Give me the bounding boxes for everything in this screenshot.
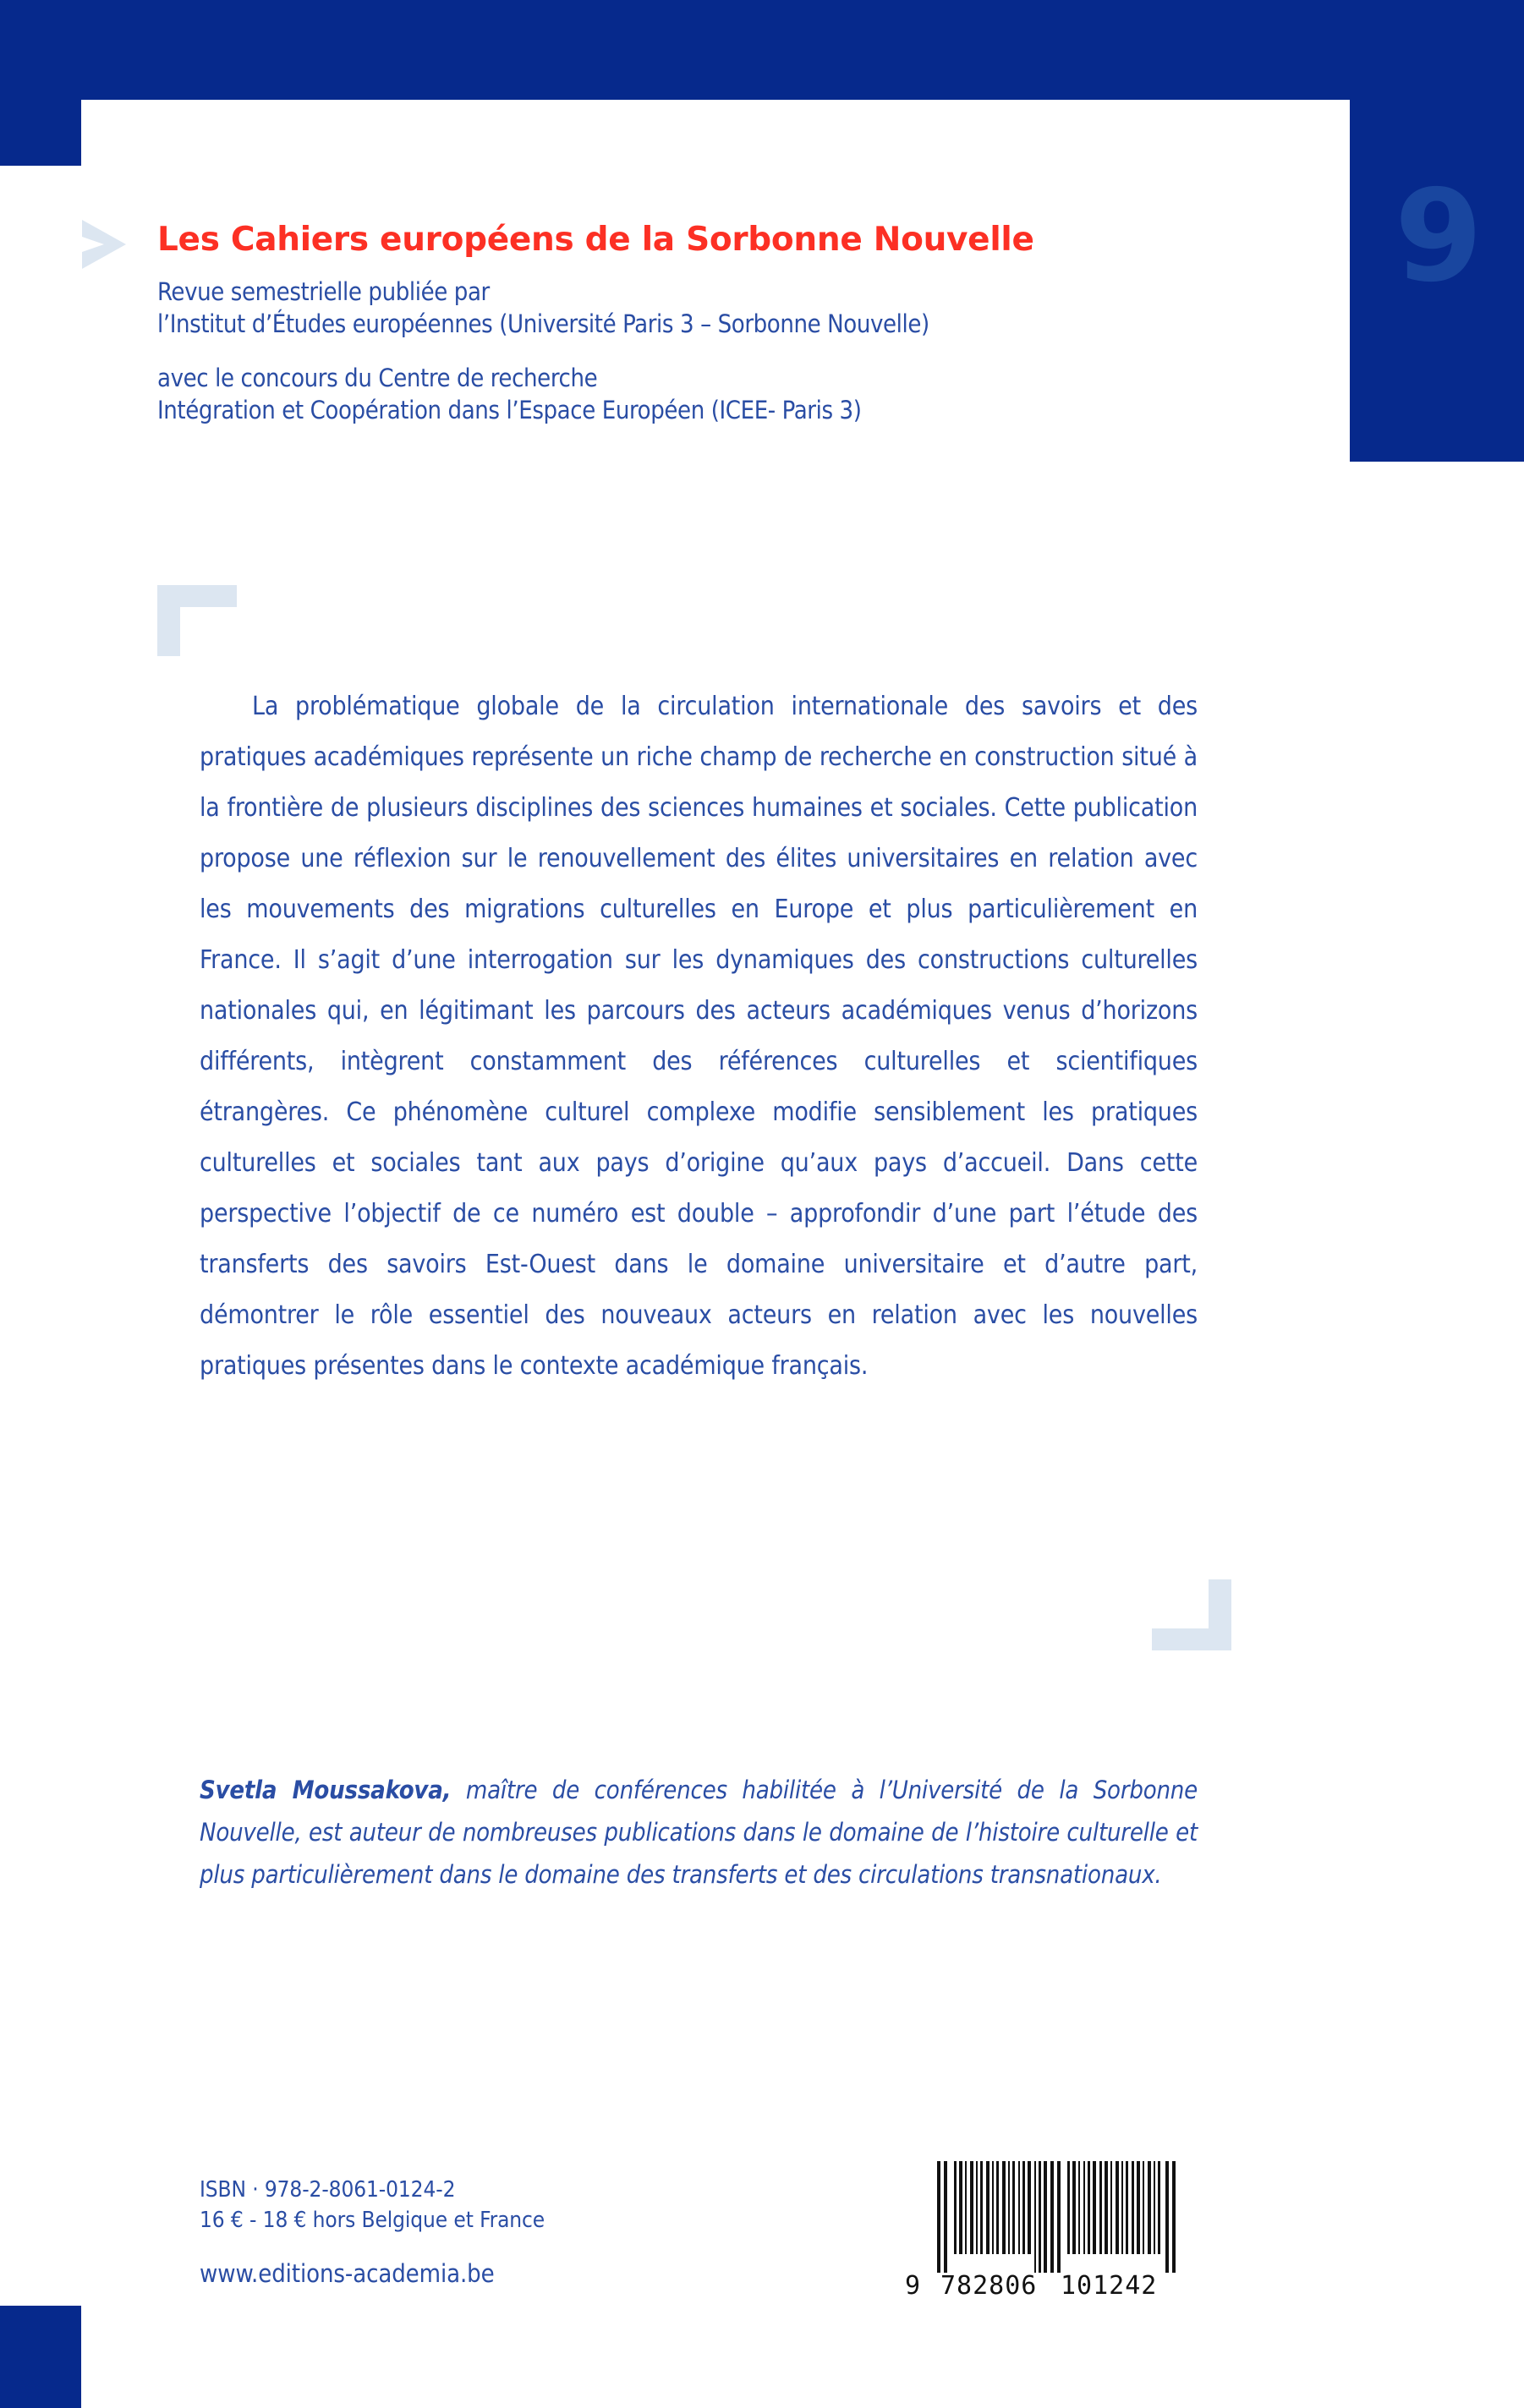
barcode-bar [1022,2161,1025,2254]
barcode-bar [1008,2161,1010,2254]
issue-number: 9 [1394,163,1480,310]
barcode-bar [1121,2161,1123,2254]
barcode-bar [1044,2161,1047,2273]
barcode-bar [986,2161,990,2254]
barcode-bar [1148,2161,1151,2254]
barcode-bar [1116,2161,1119,2254]
barcode-bar [996,2161,999,2254]
barcode-bar [937,2161,940,2273]
barcode-bar [944,2161,947,2273]
bracket-arm-vertical [1209,1579,1231,1650]
top-blue-band [0,0,1524,100]
corner-bracket-top-left-icon [157,585,237,656]
publisher-website: www.editions-academia.be [200,2259,495,2288]
support-line-2: Intégration et Coopération dans l’Espace Européen (ICEE- Paris 3) [157,396,862,424]
bottom-left-blue-square [0,2306,81,2408]
barcode-bar [1039,2161,1041,2273]
page-title: Les Cahiers européens de la Sorbonne Nouvelle [157,221,1034,259]
barcode-bar [1172,2161,1176,2273]
masthead [157,222,1257,426]
barcode-bar [1018,2161,1020,2254]
barcode-bar [1093,2161,1096,2254]
barcode-bar [1002,2161,1006,2254]
barcode-bar [1050,2161,1054,2273]
barcode-bar [1072,2161,1076,2254]
barcode-bar [1057,2161,1061,2273]
barcode-bar [1067,2161,1070,2254]
barcode-group-2: 101242 [1061,2271,1158,2301]
barcode-bar [1137,2161,1140,2254]
publisher-line-1: Revue semestrielle publiée par [157,277,490,306]
author-name: Svetla Moussakova, [200,1776,452,1804]
barcode-bar [1105,2161,1108,2254]
isbn-text: ISBN · 978-2-8061-0124-2 [200,2177,456,2203]
author-description: maître de conférences habilitée à l’Université de la Sorbonne Nouvelle, est auteur de nombreuses publications dans le domaine de l’histoire culturelle et plus particulièrement dans le domaine des transferts et des circulations transnationaux. [200,1776,1198,1889]
barcode-bar [1165,2161,1169,2273]
barcode-digits [905,2269,1184,2303]
barcode-bars [905,2161,1184,2273]
barcode-bar [1158,2161,1160,2254]
barcode-bar [1143,2161,1144,2254]
barcode-bar [980,2161,983,2254]
barcode-bar [1088,2161,1090,2254]
barcode-bar [976,2161,978,2254]
barcode-bar [1028,2161,1031,2254]
chevron-right-icon [80,218,128,271]
blurb-text: La problématique globale de la circulation internationale des savoirs et des pratiques académiques représente un riche champ de recherche en construction situé à la frontière de plusieurs disciplines des sciences humaines et sociales. Cette publication propose une réflexion sur le renouvellement des élites universitaires en relation avec les mouvements des migrations culturelles en Europe et plus particulièrement en France. Il s’agit d’une interrogation sur les dynamiques des constructions culturelles nationales qui, en légitimant les parcours des acteurs académiques venus d’horizons différents, intègrent constamment des références culturelles et scientifiques étrangères. Ce phénomène culturel complexe modifie sensiblement les pratiques culturelles et sociales tant aux pays d’origine qu’aux pays d’accueil. Dans cette perspective l’objectif de ce numéro est double – approfondir d’une part l’étude des transferts des savoirs Est-Ouest dans le domaine universitaire et d’autre part, démontrer le rôle essentiel des nouveaux acteurs en relation avec les nouvelles pratiques présentes dans le contexte académique français. [200,692,1198,1381]
barcode-bar [1078,2161,1080,2254]
barcode-bar [1083,2161,1085,2254]
bracket-arm-vertical [157,585,180,656]
barcode-bar [1154,2161,1155,2254]
barcode-bar [970,2161,973,2254]
barcode-bar [1110,2161,1112,2254]
barcode-bar [1034,2161,1036,2273]
barcode-bar [965,2161,967,2254]
barcode-bar [992,2161,994,2254]
barcode-bar [1126,2161,1128,2254]
barcode-lead-digit: 9 [905,2271,922,2301]
publisher-line-2: l’Institut d’Études européennes (Université Paris 3 – Sorbonne Nouvelle) [157,309,929,338]
support-line-1: avec le concours du Centre de recherche [157,364,598,392]
barcode-group-1: 782806 [940,2271,1038,2301]
footer-info [200,2175,545,2236]
price-text: 16 € - 18 € hors Belgique et France [200,2208,545,2233]
barcode-bar [1132,2161,1134,2254]
barcode-bar [954,2161,957,2254]
barcode-bar [1012,2161,1015,2254]
barcode-bar [959,2161,962,2254]
author-bio [200,1769,1198,1896]
barcode [905,2161,1184,2313]
barcode-bar [1099,2161,1102,2254]
corner-bracket-bottom-right-icon [1152,1579,1231,1650]
left-blue-stripe [0,0,81,166]
